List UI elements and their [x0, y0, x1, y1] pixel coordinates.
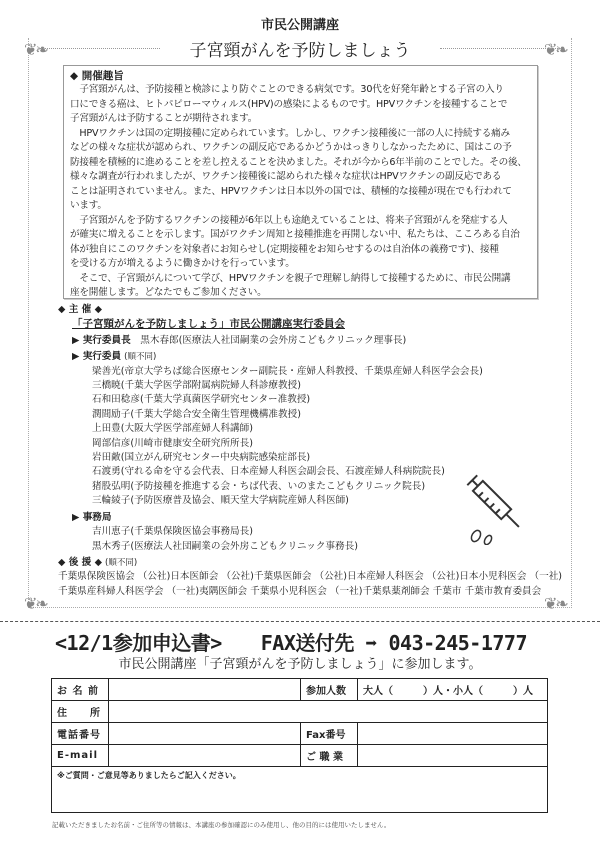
committee-name: 「子宮頸がんを予防しましょう」市民公開講座実行委員会 [72, 318, 345, 331]
text-line: 上田豊(大阪大学医学部産婦人科講師) [92, 423, 253, 435]
application-form [51, 678, 548, 813]
occupation-label: ご 職 業 [301, 745, 358, 767]
fax-number: 043-245-1777 [388, 631, 528, 655]
text-line: 様々な調査が行われましたが、ワクチン接種後に認められた様々な症状はHPVワクチンの副反応である [70, 171, 502, 182]
text-line: が確実に増えることを示します。国がワクチン周知と接種推進を再開しない中、私たちは、こころある自治 [70, 229, 520, 240]
comments-label: ※ご質問・ご意見等ありましたらご記入ください。 [57, 771, 241, 780]
purpose-heading: ◆ 開催趣旨 [70, 70, 124, 82]
text-line: 梁善光(帝京大学ちば総合医療センター副院長・産婦人科教授、千葉県産婦人科医学会会長) [92, 365, 483, 377]
vine-ornament-icon: ❦❧ [544, 40, 567, 59]
members-note: (順不同) [124, 352, 157, 363]
text-line: 座を開催します。どなたでもご参加ください。 [70, 287, 267, 298]
fax-label: FAX送付先 [260, 631, 354, 655]
form-header [55, 627, 555, 656]
divider [440, 48, 560, 49]
form-title: <12/1参加申込書> [55, 631, 222, 655]
purpose-box [63, 65, 538, 299]
email-field[interactable] [109, 745, 301, 767]
address-field[interactable] [109, 701, 548, 723]
text-line: 岩田敵(国立がん研究センター中央病院感染症部長) [92, 452, 311, 464]
cut-line [0, 621, 600, 622]
text-line: などの様々な症状が認められ、ワクチンの副反応であるかどうかはっきりしなかったために、国はこの予 [70, 142, 512, 153]
syringe-icon [462, 470, 532, 549]
comments-field[interactable] [52, 767, 548, 813]
privacy-note: 記載いただきましたお名前・ご住所等の情報は、本講座の参加確認にのみ使用し、他の目的には使用いたしません。 [52, 821, 391, 829]
vine-ornament-icon: ❦❧ [24, 40, 47, 59]
organizer-heading: ◆ 主 催 ◆ [58, 304, 102, 315]
arrow-right-icon: ➡ [365, 631, 377, 655]
text-line: 子宮頸がんは予防することが期待されます。 [70, 113, 258, 124]
organizer-section [58, 303, 563, 599]
text-line: 吉川恵子(千葉県保険医協会事務局長) [92, 526, 253, 538]
name-field[interactable] [109, 679, 301, 701]
text-line: 三輪綾子(予防医療普及協会、順天堂大学病院産婦人科医師) [92, 495, 349, 507]
fax-no-field[interactable] [358, 723, 548, 745]
count-field[interactable]: 大人（ ）人・小人（ ）人 [358, 679, 548, 701]
text-line: 体が独自にこのワクチンを対象者にお知らせし(定期接種をお知らせするのは自治体の義務です)、接種 [70, 243, 499, 255]
text-line: 子宮頸がんは、予防接種と検診により防ぐことのできる病気です。30代を好発年齢とする子宮の入り [70, 84, 504, 95]
text-line: 石和田稔彦(千葉大学真菌医学研究センター准教授) [92, 394, 311, 406]
divider [40, 48, 160, 49]
email-label: E-mail [52, 745, 109, 767]
text-line: 千葉県産科婦人科医学会 （一社)夷隅医師会 千葉県小児科医会 （一社)千葉県薬剤師会 千葉市 千葉市教育委員会 [58, 585, 542, 597]
event-kicker: 市民公開講座 [260, 18, 339, 33]
phone-field[interactable] [109, 723, 301, 745]
text-line: 黒木秀子(医療法人社団嗣業の会外房こどもクリニック事務長) [92, 540, 358, 552]
text-line: 石渡勇(守れる命を守る会代表、日本産婦人科医会副会長、石渡産婦人科病院院長) [92, 466, 445, 478]
occupation-field[interactable] [358, 745, 548, 767]
text-line: 千葉県保険医協会 （公社)日本医師会 （公社)千葉県医師会 （公社)日本産婦人科医会 （公社)日本小児科医会 （一社) [58, 571, 563, 583]
support-note: (順不同) [105, 557, 138, 568]
count-label: 参加人数 [301, 679, 358, 701]
vine-ornament-icon: ❦❧ [544, 594, 567, 613]
fax-no-label: Fax番号 [301, 723, 358, 745]
text-line: を受ける方が増えるように働きかけを行っています。 [70, 258, 295, 269]
chair-label: ▶ 実行委員長 [72, 334, 131, 346]
form-subtitle: 市民公開講座「子宮頸がんを予防しましょう」に参加します。 [118, 657, 482, 672]
name-label: お 名 前 [52, 679, 109, 701]
text-line: そこで、子宮頸がんについて学び、HPVワクチンを親子で理解し納得して接種するために、市民公開講 [70, 272, 511, 284]
text-line: 防接種を積極的に進めることを差し控えることを決めました。それが今から6年半前のことでした。その後、 [70, 156, 527, 168]
phone-label: 電話番号 [52, 723, 109, 745]
vine-ornament-icon: ❦❧ [24, 594, 47, 613]
page-title: 子宮頸がんを予防しましょう [189, 41, 411, 61]
support-heading: ◆ 後 援 ◆ [58, 556, 102, 568]
text-line: 岡部信彦(川崎市健康安全研究所所長) [92, 437, 253, 449]
text-line: 三橋暁(千葉大学医学部附属病院婦人科診療教授) [92, 380, 301, 392]
members-label: ▶ 実行委員 [72, 351, 122, 363]
chair-name: 黒木春郎(医療法人社団嗣業の会外房こどもクリニック理事長) [140, 334, 407, 346]
address-label: 住 所 [52, 701, 109, 723]
office-label: ▶ 事務局 [72, 511, 112, 523]
text-line: 潤間励子(千葉大学総合安全衛生管理機構准教授) [92, 408, 301, 420]
text-line: HPVワクチンは国の定期接種に定められています。しかし、ワクチン接種後に一部の人に持続する痛み [70, 127, 510, 139]
text-line: 猪股弘明(予防接種を推進する会・ちば代表、いのまたこどもクリニック院長) [92, 480, 426, 492]
text-line: 口にできる癌は、ヒトパピローマウィルス(HPV)の感染によるものです。HPVワクチンを接種することで [70, 98, 508, 110]
text-line: います。 [70, 200, 107, 211]
text-line: 子宮頸がんを予防するワクチンの接種が6年以上も途絶えていることは、将来子宮頸がんを発症する人 [70, 214, 508, 226]
text-line: ことは証明されていません。また、HPVワクチンは日本以外の国では、積極的な接種が現在でも行われて [70, 185, 512, 197]
